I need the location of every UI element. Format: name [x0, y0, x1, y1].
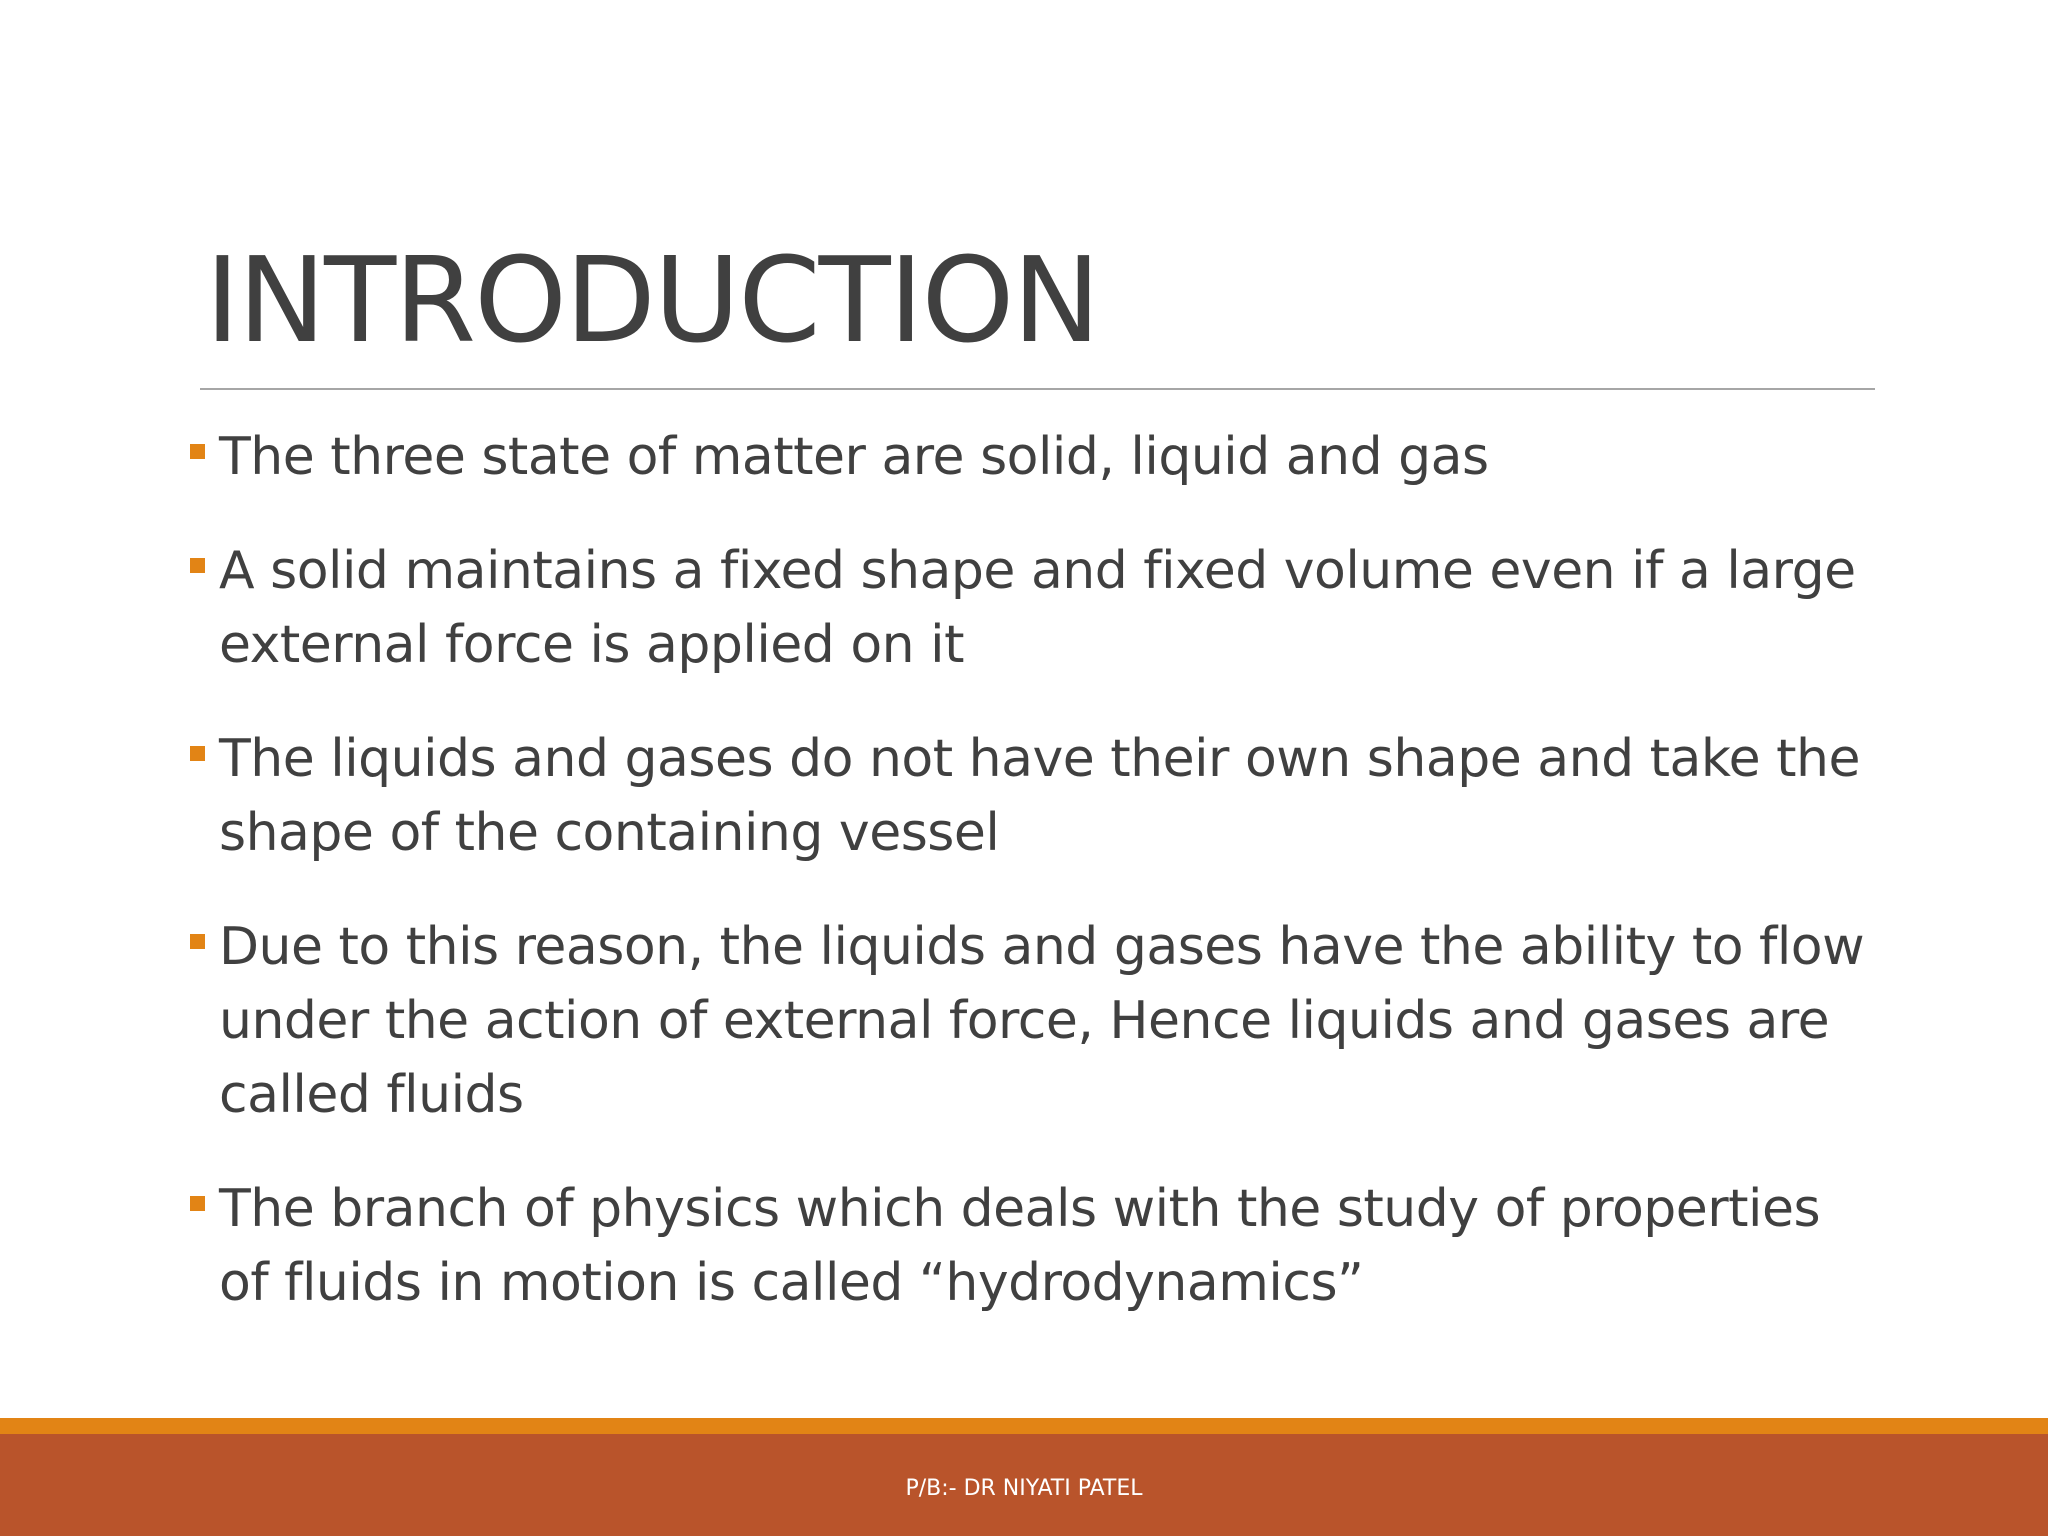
slide-title: INTRODUCTION: [205, 231, 1099, 369]
bullet-text: Due to this reason, the liquids and gases have the ability to flow under the action of external force, Hence liquids and gases are called fluids: [219, 917, 1865, 1125]
square-bullet-icon: [190, 746, 205, 761]
title-divider: [200, 388, 1875, 390]
footer-credit: P/B:- DR NIYATI PATEL: [905, 1476, 1143, 1501]
bullet-item: [205, 534, 1885, 682]
square-bullet-icon: [190, 934, 205, 949]
square-bullet-icon: [190, 558, 205, 573]
square-bullet-icon: [190, 444, 205, 459]
bullet-list: [205, 420, 1885, 1360]
bullet-text: The three state of matter are solid, liquid and gas: [219, 427, 1489, 487]
footer-accent-stripe: [0, 1418, 2048, 1434]
bullet-text: A solid maintains a fixed shape and fixed volume even if a large external force is applied on it: [219, 541, 1856, 675]
bullet-item: [205, 722, 1885, 870]
square-bullet-icon: [190, 1196, 205, 1211]
bullet-text: The branch of physics which deals with the study of properties of fluids in motion is called “hydrodynamics”: [219, 1179, 1821, 1313]
bullet-item: [205, 910, 1885, 1132]
bullet-item: [205, 420, 1885, 494]
bullet-text: The liquids and gases do not have their own shape and take the shape of the containing vessel: [219, 729, 1860, 863]
bullet-item: [205, 1172, 1885, 1320]
